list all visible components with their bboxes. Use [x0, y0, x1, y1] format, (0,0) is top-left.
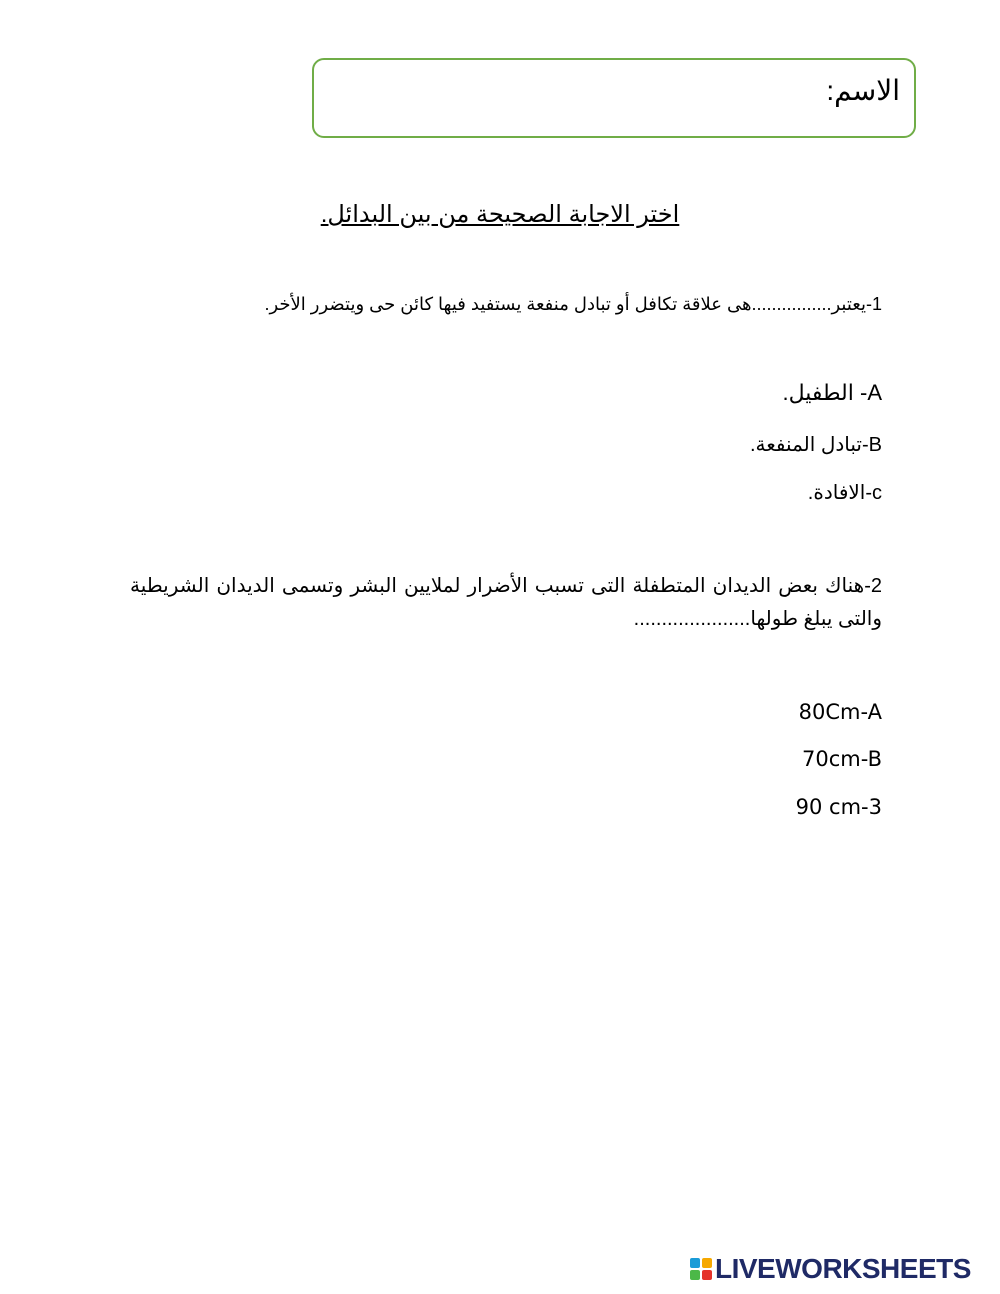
question-2-option-c[interactable]: 90 cm-3 [795, 795, 882, 819]
question-1-option-b[interactable]: B-تبادل المنفعة. [750, 434, 882, 456]
name-label: الاسم: [826, 75, 900, 106]
question-1-option-c[interactable]: c-الافادة. [807, 482, 882, 504]
liveworksheets-logo-icon [690, 1258, 712, 1280]
name-field-box[interactable] [312, 58, 916, 138]
question-2-option-a[interactable]: 80Cm-A [798, 700, 882, 724]
instruction-heading: اختر الاجابة الصحيحة من بين البدائل. [320, 201, 680, 228]
question-1-option-a[interactable]: A- الطفيل. [782, 380, 882, 405]
question-2-text: 2-هناك بعض الديدان المتطفلة التى تسبب الأضرار لملايين البشر وتسمى الديدان الشريطية والتى يبلغ طولها..................... [130, 575, 882, 630]
question-1-text: 1-يعتبر................هى علاقة تكافل أو تبادل منفعة يستفيد فيها كائن حى ويتضرر الأخر. [264, 294, 882, 314]
logo-text: LIVEWORKSHEETS [715, 1253, 971, 1284]
question-2-option-b[interactable]: 70cm-B [802, 747, 882, 771]
liveworksheets-logo [690, 1254, 971, 1284]
